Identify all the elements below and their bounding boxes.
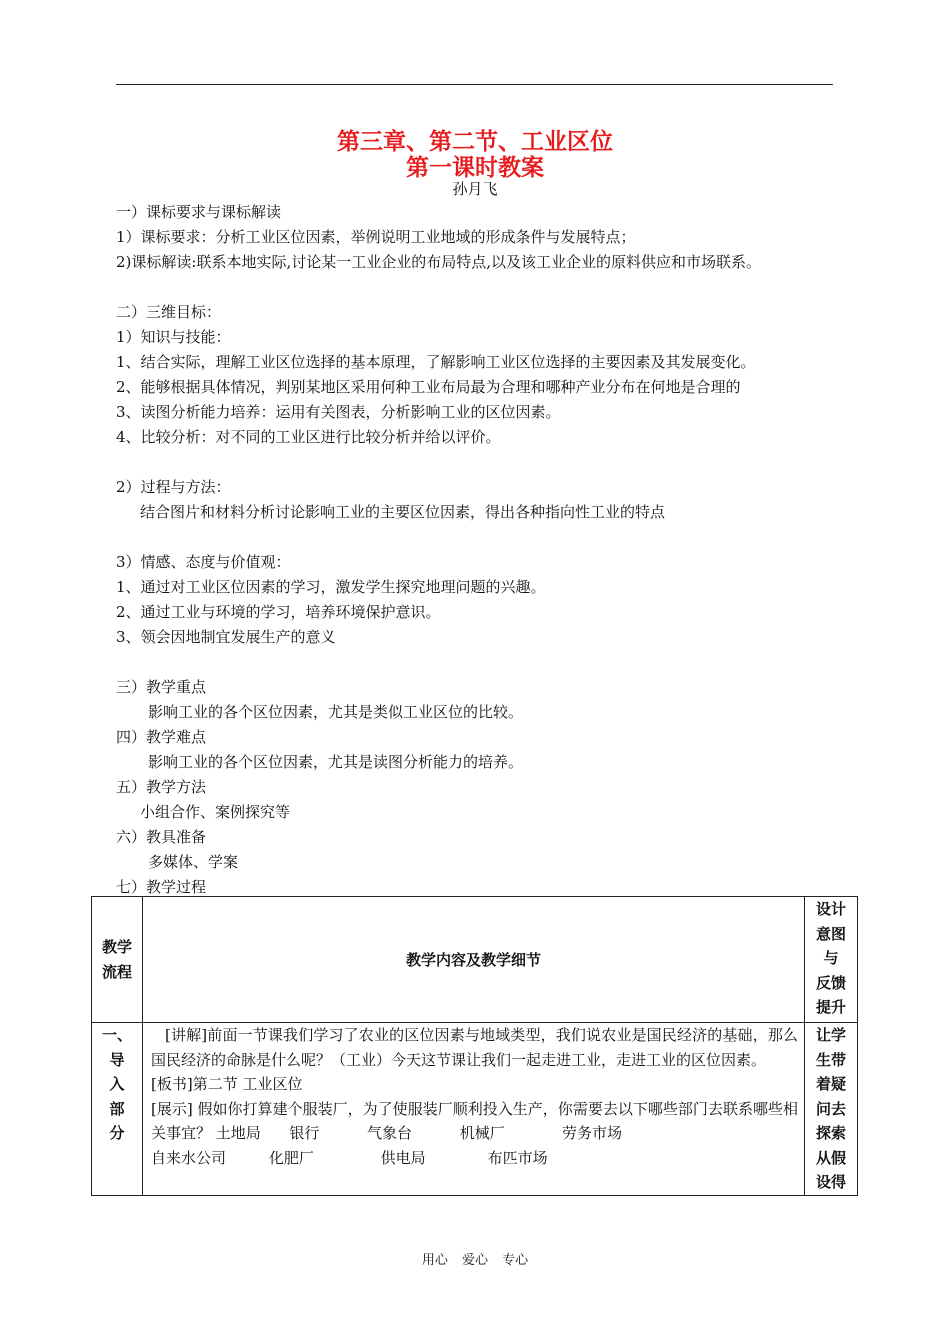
header-flow-line: 流程 [101,962,132,981]
board-text: [板书]第二节 工业区位 [151,1075,303,1093]
header-flow-line: 教学 [101,938,132,956]
knowledge-skills-heading: 1）知识与技能： [116,328,231,346]
knowledge-item-2: 2、能够根据具体情况，判别某地区采用何种工业布局最为合理和哪种产业分布在何地是合理的 [116,378,741,396]
header-intent-line: 设计 [815,900,846,918]
header-intent-line: 提升 [815,998,846,1016]
knowledge-item-3: 3、读图分析能力培养：运用有关图表，分析影响工业的区位因素。 [116,403,561,421]
content-cell [143,1023,805,1196]
emotion-item-1: 1、通过对工业区位因素的学习，激发学生探究地理问题的兴趣。 [116,578,546,596]
author: 孙月飞 [452,180,498,198]
stage-line: 一、 [101,1026,132,1044]
curriculum-interpretation: 2)课标解读:联系本地实际,讨论某一工业企业的布局特点,以及该工业企业的原料供应和市场联系。 [116,253,761,271]
table-row [92,1023,858,1196]
difficulties-text: 影响工业的各个区位因素，尤其是读图分析能力的培养。 [148,753,524,771]
header-rule [116,84,833,85]
teaching-aids-text: 多媒体、学案 [148,853,239,871]
process-method-heading: 2）过程与方法： [116,478,231,496]
stage-line: 入 [109,1075,125,1093]
teaching-method-text: 小组合作、案例探究等 [140,803,291,821]
doc-subtitle: 第一课时教案 [406,155,544,181]
intent-line: 问去 [815,1099,846,1118]
header-intent-line: 与 [823,949,839,967]
header-intent-line: 意图 [815,924,846,943]
section-4-heading: 四）教学难点 [116,728,207,746]
intent-line: 着疑 [815,1075,846,1093]
section-5-heading: 五）教学方法 [116,778,207,796]
curriculum-requirement: 1）课标要求：分析工业区位因素，举例说明工业地域的形成条件与发展特点； [116,228,636,246]
header-flow [92,897,143,1023]
emotion-item-3: 3、领会因地制宜发展生产的意义 [116,628,336,646]
stage-line: 分 [109,1124,125,1142]
section-7-heading: 七）教学过程 [116,878,207,896]
stage-cell [92,1023,143,1196]
section-3-heading: 三）教学重点 [116,678,207,696]
section-2-heading: 二）三维目标： [116,303,222,321]
emotion-values-heading: 3）情感、态度与价值观： [116,553,291,571]
knowledge-item-4: 4、比较分析：对不同的工业区进行比较分析并给以评价。 [116,428,501,446]
show-text-options: 自来水公司 化肥厂 供电局 布匹市场 [151,1148,548,1167]
intent-line: 从假 [815,1148,846,1167]
section-1-heading: 一）课标要求与课标解读 [116,203,282,221]
key-points-text: 影响工业的各个区位因素，尤其是类似工业区位的比较。 [148,703,524,721]
table-header-row [92,897,858,1023]
knowledge-item-1: 1、结合实际，理解工业区位选择的基本原理，了解影响工业区位选择的主要因素及其发展变化。 [116,353,756,371]
header-content: 教学内容及教学细节 [143,897,805,1023]
process-method-text: 结合图片和材料分析讨论影响工业的主要区位因素，得出各种指向性工业的特点 [140,503,666,521]
intent-cell [805,1023,858,1196]
stage-line: 部 [109,1099,125,1118]
emotion-item-2: 2、通过工业与环境的学习，培养环境保护意识。 [116,603,441,621]
header-intent [805,897,858,1023]
intent-line: 让学 [815,1026,846,1044]
intent-line: 生带 [815,1050,846,1069]
page-footer: 用心 爱心 专心 [421,1253,529,1268]
lecture-text: [讲解]前面一节课我们学习了农业的区位因素与地域类型，我们说农业是国民经济的基础，那么国民经济的命脉是什么呢？（工业）今天这节课让我们一起走进工业，走进工业的区位因素。 [151,1026,798,1069]
intent-line: 设得 [815,1173,846,1191]
doc-title: 第三章、第二节、工业区位 [337,129,613,155]
stage-line: 导 [109,1050,125,1069]
show-text: [展示] 假如你打算建个服装厂，为了使服装厂顺利投入生产，你需要去以下哪些部门去联系哪些相关事宜？ 土地局 银行 气象台 机械厂 劳务市场 [151,1099,798,1142]
teaching-process-table [91,896,858,1196]
header-intent-line: 反馈 [815,973,846,992]
section-6-heading: 六）教具准备 [116,828,207,846]
intent-line: 探索 [815,1124,846,1142]
